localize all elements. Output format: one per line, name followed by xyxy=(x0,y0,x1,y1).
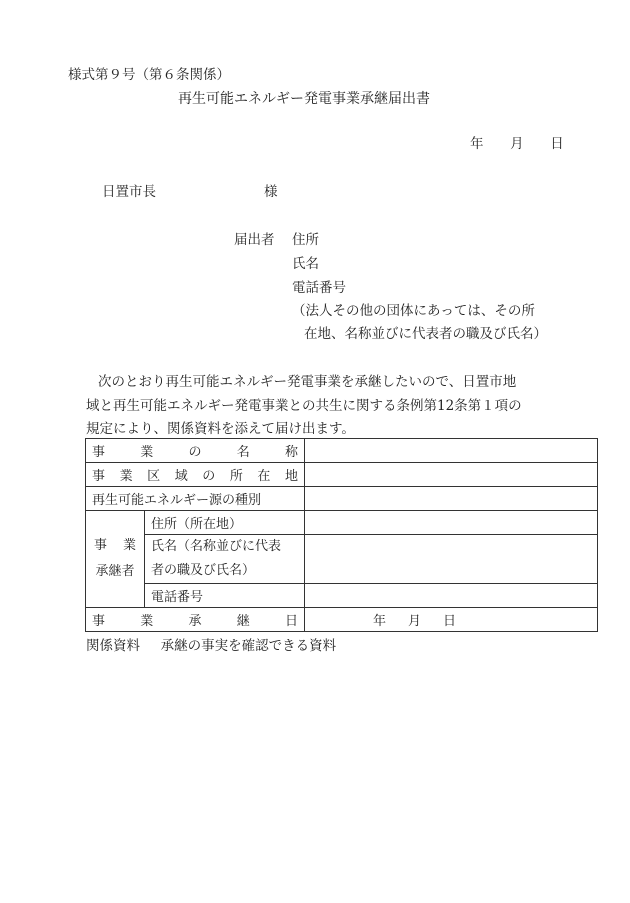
corporate-note-line-2: 在地、名称並びに代表者の職及び氏名） xyxy=(304,326,547,342)
succession-form-table xyxy=(85,438,598,632)
successor-phone-field[interactable] xyxy=(305,584,598,608)
attachments-line xyxy=(86,640,336,654)
date-day-label: 日 xyxy=(550,136,564,152)
successor-phone-label: 電話番号 xyxy=(145,584,305,608)
table-row xyxy=(86,439,598,463)
attachments-value: 承継の事実を確認できる資料 xyxy=(160,638,337,654)
succession-date-month: 月 xyxy=(408,614,422,629)
table-row xyxy=(86,511,598,535)
date-month-label: 月 xyxy=(510,136,524,152)
body-text-line-1: 次のとおり再生可能エネルギー発電事業を承継したいので、日置市地 xyxy=(98,374,517,390)
business-name-field[interactable] xyxy=(305,439,598,463)
business-area-location-label: 事 業 区 域 の 所 在 地 xyxy=(86,463,305,487)
succession-date-label: 事 業 承 継 日 xyxy=(86,608,305,632)
table-row xyxy=(86,608,598,632)
table-row xyxy=(86,584,598,608)
energy-source-type-field[interactable] xyxy=(305,487,598,511)
table-row xyxy=(86,487,598,511)
succession-date-day: 日 xyxy=(443,614,457,629)
applicant-name-label: 氏名 xyxy=(292,256,319,272)
applicant-label: 届出者 xyxy=(234,232,275,248)
energy-source-type-label: 再生可能エネルギー源の種別 xyxy=(86,487,305,511)
successor-address-label: 住所（所在地） xyxy=(145,511,305,535)
corporate-note-line-1: （法人その他の団体にあっては、その所 xyxy=(292,303,535,319)
successor-label: 事 業 承継者 xyxy=(86,511,145,608)
succession-date-field[interactable] xyxy=(305,608,598,632)
applicant-address-label: 住所 xyxy=(292,232,319,248)
addressee: 日置市長 xyxy=(102,184,156,200)
body-text-line-2: 域と再生可能エネルギー発電事業との共生に関する条例第12条第１項の xyxy=(86,398,522,414)
addressee-suffix: 様 xyxy=(264,184,278,200)
attachments-label: 関係資料 xyxy=(86,638,140,654)
date-line xyxy=(470,138,564,152)
successor-name-label: 氏名（名称並びに代表 者の職及び氏名） xyxy=(145,535,305,584)
form-number: 様式第９号（第６条関係） xyxy=(68,67,230,83)
business-name-label: 事 業 の 名 称 xyxy=(86,439,305,463)
body-text-line-3: 規定により、関係資料を添えて届け出ます。 xyxy=(86,421,355,437)
succession-date-year: 年 xyxy=(373,614,387,629)
date-year-label: 年 xyxy=(470,136,484,152)
applicant-phone-label: 電話番号 xyxy=(292,280,346,296)
successor-address-field[interactable] xyxy=(305,511,598,535)
successor-name-field[interactable] xyxy=(305,535,598,584)
business-area-location-field[interactable] xyxy=(305,463,598,487)
document-title: 再生可能エネルギー発電事業承継届出書 xyxy=(178,91,430,107)
table-row xyxy=(86,463,598,487)
